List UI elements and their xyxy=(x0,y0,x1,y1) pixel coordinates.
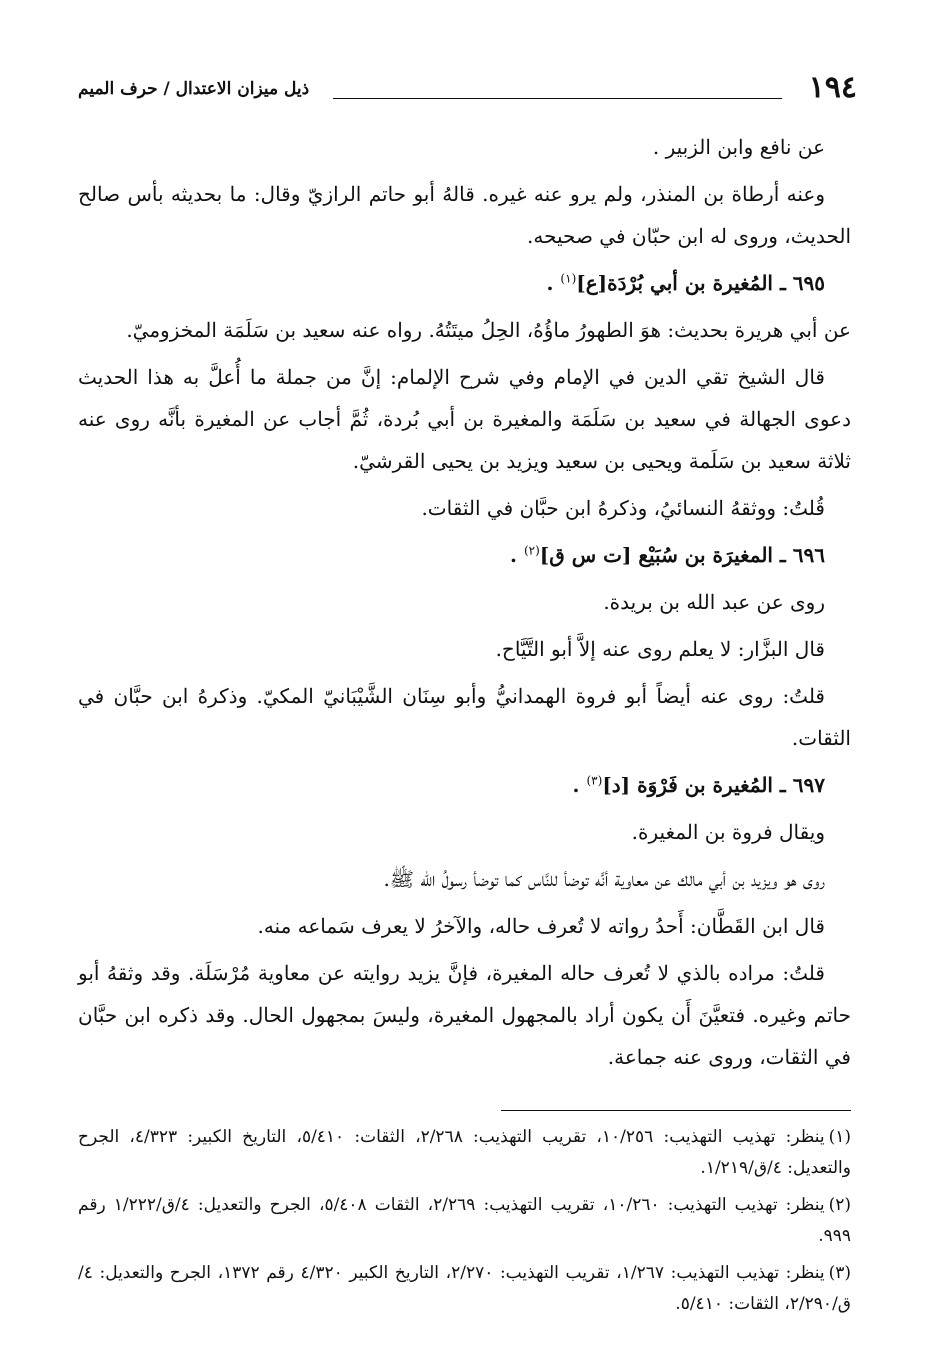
footnote-text: ينظر: تهذيب التهذيب: ١٠/٢٦٠، تقريب التهذيب: ٢/٢٦٩، الثقات ٥/٤٠٨، الجرح والتعديل: ٤/ق/١/٢٢٢ رقم ٩٩٩. xyxy=(78,1195,851,1246)
footnote-marker: (٣) xyxy=(828,1263,851,1283)
entry-title-695 xyxy=(78,262,851,304)
main-text xyxy=(78,126,851,1083)
footnote-2 xyxy=(78,1190,851,1252)
footnote-ref: (٣) xyxy=(586,773,603,788)
entry-title-tail: . xyxy=(546,271,554,295)
paragraph: عن أبي هريرة بحديث: هوَ الطهورُ ماؤُهُ، الحِلُ ميتَتُهُ. رواه عنه سعيد بن سَلَمَة المخزوميّ. xyxy=(126,318,851,342)
page-header xyxy=(78,68,857,108)
entry-title-text: ٦٩٥ ـ المُغيرة بن أبي بُرْدَة[ع] xyxy=(576,271,825,295)
footnote-text: ينظر: تهذيب التهذيب: ١/٢٦٧، تقريب التهذيب: ٢/٢٧٠، التاريخ الكبير ٤/٣٢٠ رقم ١٣٧٢، الجرح والتعديل: ٤/ق/٢/٢٩٠، الثقات: ٥/٤١٠. xyxy=(78,1263,851,1314)
entry-title-text: ٦٩٧ ـ المُغيرة بن فَرْوَة [د] xyxy=(602,773,825,797)
entry-title-tail: . xyxy=(572,773,580,797)
running-title: ذيل ميزان الاعتدال / حرف الميم xyxy=(78,79,310,99)
paragraph: قُلتُ: ووثقهُ النسائيُ، وذكرهُ ابن حبَّان في الثقات. xyxy=(421,496,825,520)
footnotes xyxy=(78,1122,851,1326)
footnote-separator xyxy=(501,1110,851,1111)
entry-title-text: ٦٩٦ ـ المغيرَة بن سُبَيْع [ت س ق] xyxy=(539,543,825,567)
paragraph: روى هو ويزيد بن أبي مالك عن معاوية أنَّه توضأ للنَّاس كما توضأ رسولُ الله ﷺ. xyxy=(383,867,825,891)
footnote-text: ينظر: تهذيب التهذيب: ١٠/٢٥٦، تقريب التهذيب: ٢/٢٦٨، الثقات: ٥/٤١٠، التاريخ الكبير: ٤/٣٢٣، الجرح والتعديل: ٤/ق/١/٢١٩. xyxy=(78,1127,851,1178)
paragraph: عن نافع وابن الزبير . xyxy=(652,135,825,159)
paragraph: قلتُ: مراده بالذي لا تُعرف حاله المغيرة، فإنَّ يزيد روايته عن معاوية مُرْسَلَة. وقد وثقهُ أبو حاتم وغيره. فتعيَّنَ أَن يكون أراد بالمجهول المغيرة، وليسَ بمجهول الحال. وقد ذكره ابن حبَّان في الثقات، وروى عنه جماعة. xyxy=(78,961,851,1069)
footnote-1 xyxy=(78,1122,851,1184)
paragraph: روى عن عبد الله بن بريدة. xyxy=(603,590,825,614)
entry-title-697 xyxy=(78,764,851,806)
header-rule xyxy=(333,98,782,99)
entry-title-696 xyxy=(78,534,851,576)
footnote-marker: (٢) xyxy=(828,1195,851,1215)
page-number: ١٩٤ xyxy=(808,70,857,105)
footnote-3 xyxy=(78,1258,851,1320)
paragraph: قال البزَّار: لا يعلم روى عنه إلاَّ أبو التَّيَّاح. xyxy=(495,637,825,661)
footnote-ref: (٢) xyxy=(523,543,540,558)
entry-title-tail: . xyxy=(510,543,517,567)
paragraph: وعنه أرطاة بن المنذر، ولم يرو عنه غيره. قالهُ أبو حاتم الرازيّ وقال: ما بحديثه بأس صالح الحديث، وروى له ابن حبّان في صحيحه. xyxy=(78,182,851,248)
paragraph: قال ابن القَطَّان: أَحدُ رواته لا تُعرف حاله، والآخرُ لا يعرف سَماعه منه. xyxy=(257,914,825,938)
footnote-marker: (١) xyxy=(828,1127,852,1147)
paragraph: ويقال فروة بن المغيرة. xyxy=(631,820,825,844)
paragraph: قال الشيخ تقي الدين في الإمام وفي شرح الإلمام: إنَّ من جملة ما أُعلَّ به هذا الحديث دعوى الجهالة في سعيد بن سَلَمَة والمغيرة بن أبي بُردة، ثُمَّ أجاب عن المغيرة بأنَّه روى عنه ثلاثة سعيد بن سَلَمة ويحيى بن سعيد ويزيد بن يحيى القرشيّ. xyxy=(78,365,851,473)
footnote-ref: (١) xyxy=(560,271,577,286)
paragraph: قلتُ: روى عنه أيضاً أبو فروة الهمدانيُّ وأبو سِنَان الشَّيْبَانيّ المكيّ. وذكرهُ ابن حبَّان في الثقات. xyxy=(78,684,851,750)
